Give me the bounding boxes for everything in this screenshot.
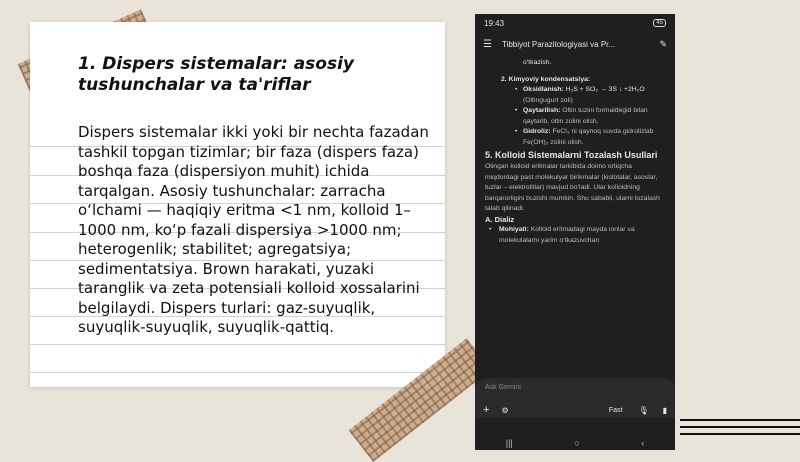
list-item: • Gidroliz: FeCl₃ ni qaynoq suvda gidrolizlab Fe(OH)₃ zolini olish. [515,128,654,146]
list-item: • Oksidlanish: H₂S + SO₂ → 3S ↓ +2H₂O [515,86,645,93]
bullet-label: Mohiyati: [499,226,529,233]
list-item: • Qaytarilish: Oltin tuzini formaldegid bilan qaytarib, oltin zolini olish. [515,107,648,125]
list-item: • Mohiyati: Kolloid eritmadagi mayda ionlar va molekulalarni yarim o‘tkazuvchan [489,226,635,244]
bullet-label: Qaytarilish: [523,107,561,114]
bullet-text: H₂S + SO₂ → 3S ↓ +2H₂O [563,86,645,93]
bullet-label: Gidroliz: [523,128,551,135]
recent-apps-icon[interactable]: ||| [505,438,513,448]
battery-icon: 45 [653,19,666,27]
prompt-input[interactable]: Ask Gemini [485,384,521,391]
bullet-text: Kolloid eritmadagi mayda ionlar va molekulalarni yarim o‘tkazuvchan [499,226,635,244]
bullet-sub: (Oltingugurt zoli) [523,96,573,104]
bullet-text: FeCl₃ ni qaynoq suvda gidrolizlab Fe(OH)₃ zolini olish. [523,128,654,146]
paragraph: Olingan kolloid eritmalar tarkibida doimo ortiqcha miqdordagi past molekulyar birikmalar (kislotalar, asoslar, tuzlar – elektrolitlar) mavjud bo‘ladi. Ular kolloidning barqarorligini buzishi mumkin. Shu sababli, ularni tozalash talab qilinadi. [485,163,660,212]
home-icon[interactable]: ○ [574,438,580,448]
chat-title[interactable]: Tibbiyot Parazitologiyasi va Pr... [501,39,616,49]
bullet-text: Oltin tuzini formaldegid bilan qaytarib, oltin zolini olish. [523,107,648,125]
tools-icon[interactable]: ⚙ [501,405,509,415]
status-bar [475,14,675,32]
app-bar [475,32,675,56]
slide-paper [30,22,445,387]
list-item: o‘tkazish. [523,59,552,66]
phone-screen [475,14,675,450]
menu-icon[interactable]: ☰ [483,38,492,50]
mic-icon[interactable]: 🎙 [638,405,649,415]
chat-content [475,58,675,246]
prompt-bar [475,378,675,418]
plus-icon[interactable]: + [483,404,490,416]
decorative-lines [680,419,800,440]
back-icon[interactable]: ‹ [641,438,645,448]
nav-bar [475,436,675,450]
audio-icon[interactable]: ▮ [662,405,667,415]
slide-body: Dispers sistemalar ikki yoki bir nechta fazadan tashkil topgan tizimlar; bir faza (dispers faza) boshqa faza (dispersiyon muhit) ichida tarqalgan. Asosiy tushunchalar: zarracha o‘lchami — haqiqiy eritma <1 nm, kolloid 1–1000 nm, ko‘p fazali dispersiya >1000 nm; heterogenlik; stabilitet; agregatsiya; sedimentatsiya. Brown harakati, yuzaki taranglik va zeta potensiali kolloid xossalarini belgilaydi. Dispers turlari: gaz-suyuqlik, suyuqlik-suyuqlik, suyuqlik-qattiq. [78,123,429,336]
bullet-label: Oksidlanish: [523,86,564,93]
section-heading: 5. Kolloid Sistemalarni Tozalash Usullari [485,150,658,160]
subsection-heading: A. Dializ [485,214,515,224]
mode-selector[interactable]: Fast [608,406,623,414]
edit-icon[interactable]: ✎ [659,38,667,49]
status-time: 19:43 [484,18,505,28]
list-item: 2. Kimyoviy kondensatsiya: [501,75,591,83]
slide-title: 1. Dispers sistemalar: asosiy tushunchalar va ta'riflar [78,54,354,95]
